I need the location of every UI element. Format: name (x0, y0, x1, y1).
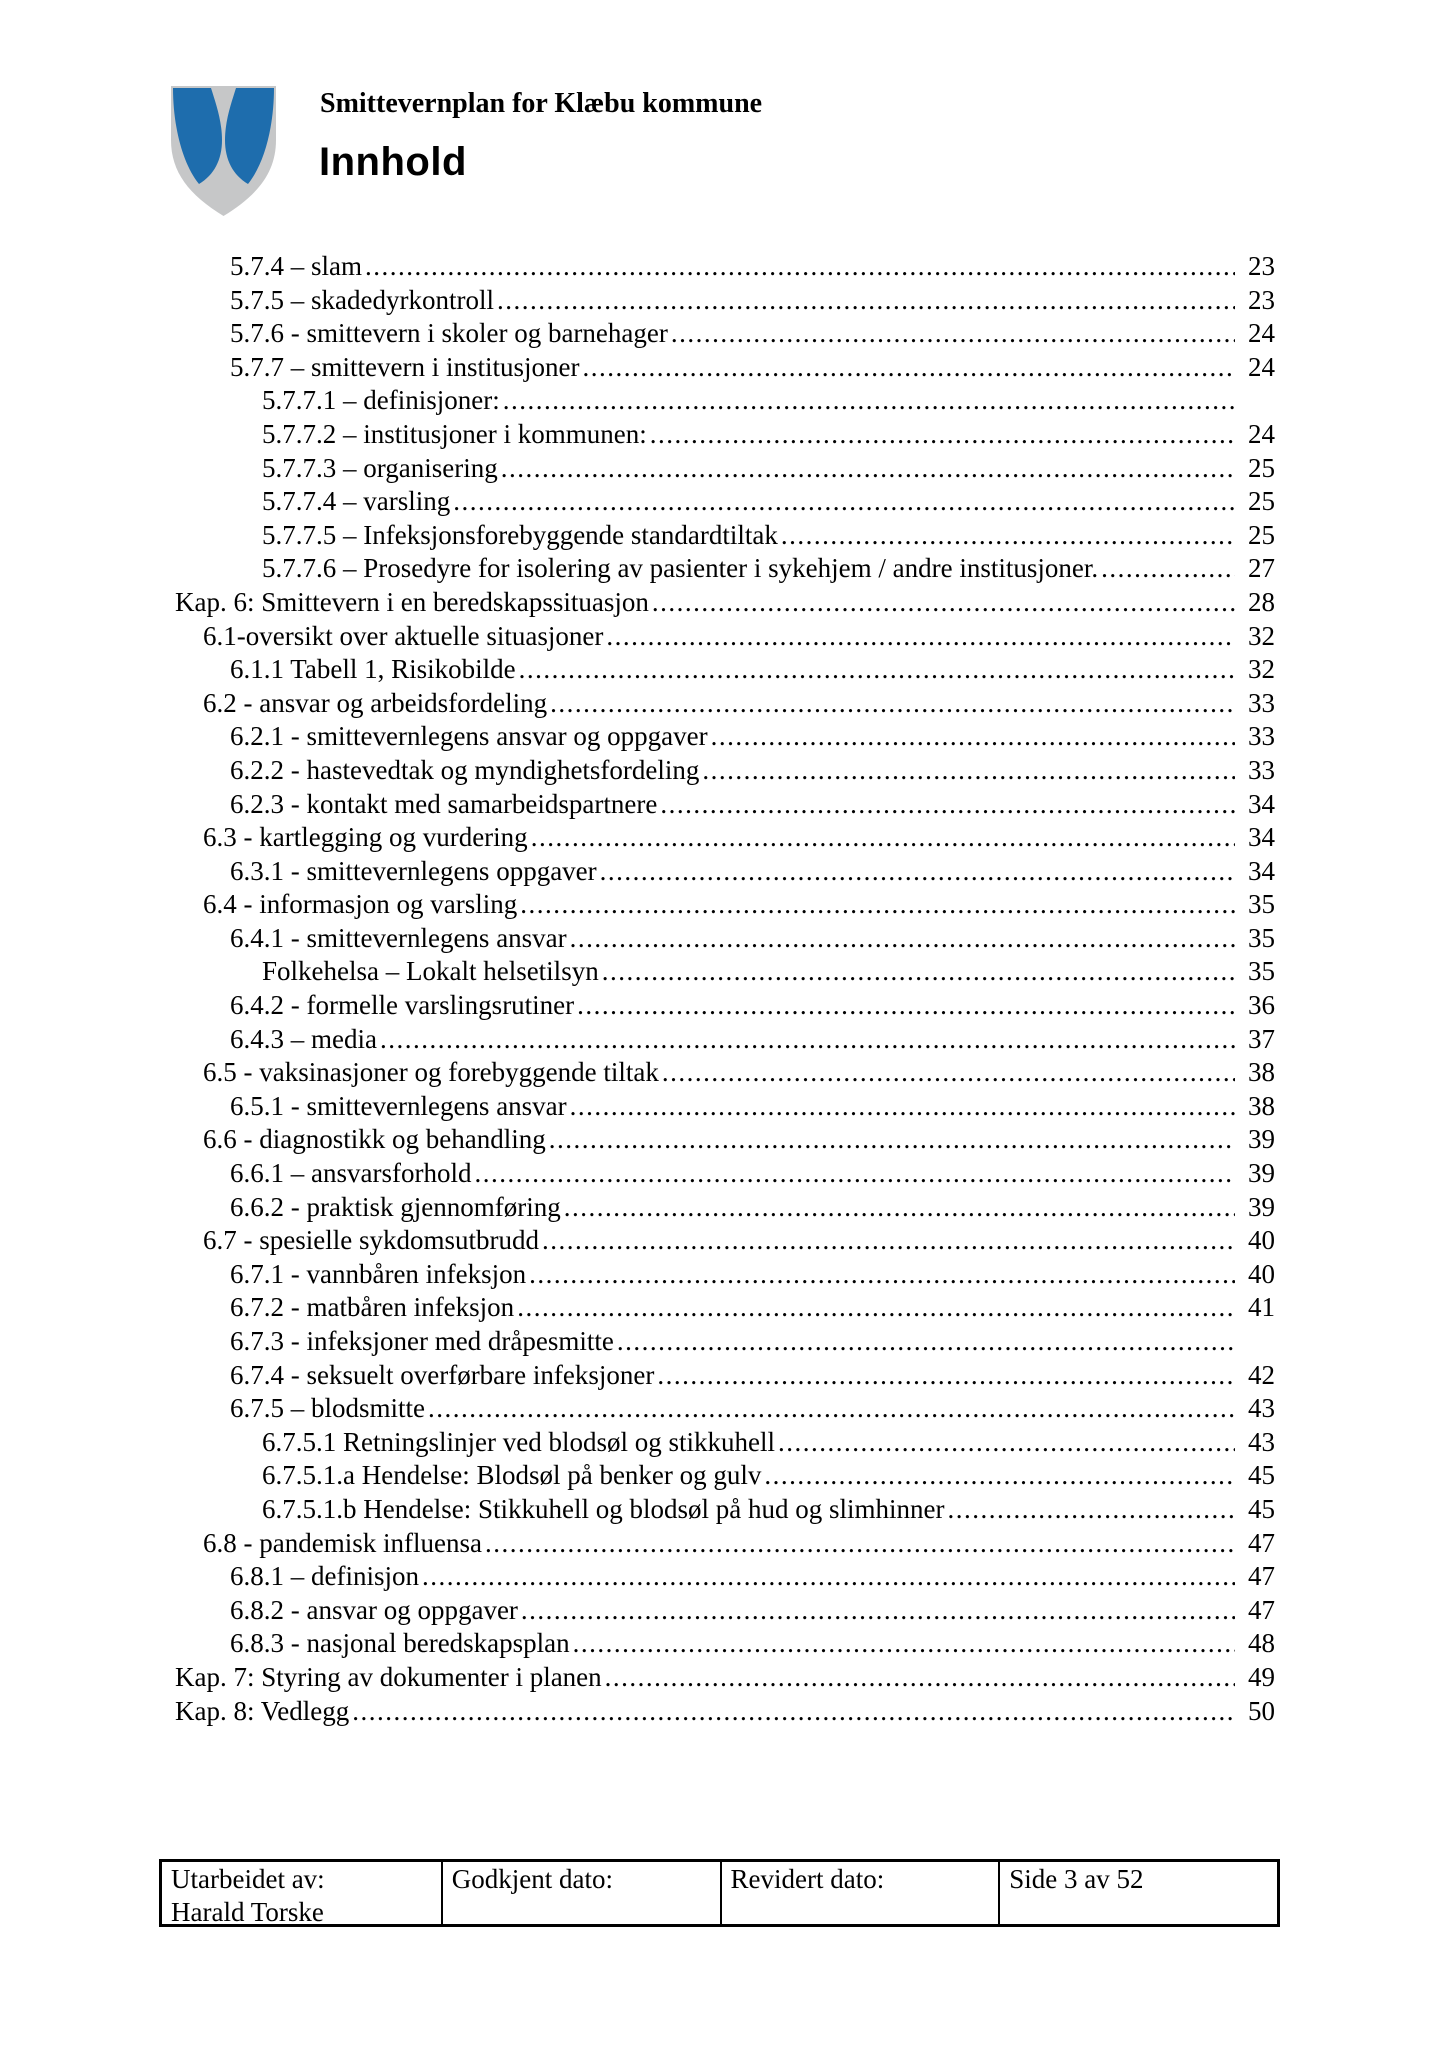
toc-page-number: 34 (1248, 788, 1275, 819)
toc-entry-label: 6.7.3 - infeksjoner med dråpesmitte (230, 1326, 614, 1356)
toc-entry (175, 1291, 1275, 1325)
toc-page-number: 28 (1248, 586, 1275, 617)
toc-entry-label: 6.7.5.1.b Hendelse: Stikkuhell og blodsøl på hud og slimhinner (262, 1493, 945, 1524)
toc-entry (175, 955, 1275, 989)
toc-entry (175, 384, 1275, 418)
toc-page-number: 39 (1248, 1191, 1275, 1222)
toc-entry (175, 1258, 1275, 1292)
toc-entry (175, 821, 1275, 855)
toc-page-number: 24 (1248, 318, 1275, 349)
toc-entry (175, 1560, 1275, 1594)
dot-leader (485, 1527, 1235, 1561)
page-indicator: Side 3 av 52 (1009, 1864, 1144, 1894)
toc-entry (175, 1594, 1275, 1628)
toc-entry (175, 855, 1275, 889)
toc-entry (175, 519, 1275, 553)
toc-page-number: 23 (1248, 251, 1275, 281)
toc-page-number: 48 (1248, 1628, 1275, 1659)
dot-leader (531, 821, 1235, 855)
footer-table (159, 1859, 1280, 1927)
toc-entry (175, 720, 1275, 754)
toc-entry-label: 6.8.1 – definisjon (230, 1561, 419, 1592)
toc-entry (175, 1359, 1275, 1393)
toc-entry-label: Folkehelsa – Lokalt helsetilsyn (262, 956, 599, 987)
dot-leader (521, 1594, 1235, 1628)
toc-entry-label: 6.7.5 – blodsmitte (230, 1393, 425, 1424)
toc-entry-label: 6.2.3 - kontakt med samarbeidspartnere (230, 788, 658, 819)
toc-entry-label: 6.6.1 – ansvarsforhold (230, 1158, 472, 1189)
dot-leader (542, 1224, 1235, 1258)
dot-leader (549, 1123, 1235, 1157)
toc-page-number: 35 (1248, 956, 1275, 987)
toc-entry-label: 5.7.4 – slam (230, 251, 362, 281)
dot-leader (657, 1359, 1235, 1393)
toc-entry (175, 1123, 1275, 1157)
toc-entry (175, 1325, 1275, 1359)
toc-page-number: 34 (1248, 822, 1275, 853)
toc-page-number: 35 (1248, 922, 1275, 953)
dot-leader (573, 1627, 1235, 1661)
dot-leader (582, 351, 1235, 385)
dot-leader (650, 418, 1235, 452)
dot-leader (501, 452, 1235, 486)
revised-date-label: Revidert dato: (730, 1864, 885, 1894)
dot-leader (352, 1695, 1235, 1729)
dot-leader (453, 485, 1235, 519)
toc-entry-label: 6.6 - diagnostikk og behandling (203, 1124, 546, 1155)
toc-page-number: 33 (1248, 687, 1275, 718)
toc-entry (175, 620, 1275, 654)
toc-page-number: 33 (1248, 754, 1275, 785)
prepared-by-value: Harald Torske (171, 1897, 324, 1924)
approved-date-label: Godkjent dato: (451, 1864, 613, 1894)
toc-entry-label: 5.7.7.4 – varsling (262, 486, 451, 517)
toc-entry (175, 418, 1275, 452)
dot-leader (1101, 552, 1235, 586)
toc-entry-label: 6.8.2 - ansvar og oppgaver (230, 1594, 518, 1625)
toc-entry (175, 1023, 1275, 1057)
toc-entry (175, 1224, 1275, 1258)
toc-page-number: 47 (1248, 1594, 1275, 1625)
dot-leader (474, 1157, 1235, 1191)
toc-entry-label: Kap. 7: Styring av dokumenter i planen (175, 1661, 602, 1692)
toc-entry (175, 922, 1275, 956)
toc-entry (175, 1661, 1275, 1695)
toc-page-number: 49 (1248, 1661, 1275, 1692)
toc-page-number: 24 (1248, 418, 1275, 449)
toc-entry (175, 1695, 1275, 1729)
toc-entry (175, 1090, 1275, 1124)
toc-entry (175, 351, 1275, 385)
toc-page-number: 47 (1248, 1561, 1275, 1592)
toc-page-number: 38 (1248, 1057, 1275, 1088)
dot-leader (778, 1426, 1235, 1460)
dot-leader (570, 922, 1235, 956)
toc-entry-label: Kap. 8: Vedlegg (175, 1695, 350, 1726)
toc-entry (175, 317, 1275, 351)
dot-leader (529, 1258, 1235, 1292)
dot-leader (517, 1291, 1235, 1325)
footer-cell-revised-date (720, 1862, 999, 1924)
dot-leader (671, 317, 1235, 351)
toc-entry-label: 6.4.3 – media (230, 1023, 377, 1054)
toc-page-number: 39 (1248, 1124, 1275, 1155)
klaebu-kommune-crest-logo (169, 85, 278, 217)
toc-entry (175, 284, 1275, 318)
toc-entry (175, 586, 1275, 620)
toc-entry-label: 6.2.2 - hastevedtak og myndighetsfordeling (230, 754, 700, 785)
document-title: Smittevernplan for Klæbu kommune (320, 88, 763, 119)
toc-entry-label: 5.7.7.2 – institusjoner i kommunen: (262, 418, 647, 449)
footer-cell-page-indicator (998, 1862, 1277, 1924)
toc-entry-label: 6.5 - vaksinasjoner og forebyggende tiltak (203, 1057, 659, 1088)
toc-page-number: 23 (1248, 284, 1275, 315)
dot-leader (600, 855, 1235, 889)
toc-entry-label: 6.7.5.1.a Hendelse: Blodsøl på benker og gulv (262, 1460, 762, 1491)
toc-entry (175, 788, 1275, 822)
toc-entry-label: 6.1.1 Tabell 1, Risikobilde (230, 654, 516, 685)
dot-leader (503, 384, 1235, 418)
toc-page-number: 33 (1248, 721, 1275, 752)
dot-leader (606, 620, 1235, 654)
toc-entry-label: 6.6.2 - praktisk gjennomføring (230, 1191, 561, 1222)
toc-entry (175, 1627, 1275, 1661)
toc-entry-label: 6.7 - spesielle sykdomsutbrudd (203, 1225, 539, 1256)
toc-entry (175, 1493, 1275, 1527)
toc-entry-label: 6.1-oversikt over aktuelle situasjoner (203, 620, 604, 651)
dot-leader (497, 284, 1235, 318)
footer-cell-prepared-by (162, 1862, 441, 1924)
dot-leader (365, 250, 1235, 284)
dot-leader (662, 1056, 1235, 1090)
dot-leader (764, 1459, 1235, 1493)
toc-entry-label: 5.7.6 - smittevern i skoler og barnehager (230, 318, 668, 349)
toc-entry-label: 5.7.7.1 – definisjoner: (262, 385, 500, 416)
toc-entry-label: 6.8.3 - nasjonal beredskapsplan (230, 1628, 570, 1659)
toc-entry-label: 5.7.7.5 – Infeksjonsforebyggende standardtiltak (262, 519, 778, 550)
toc-entry (175, 250, 1275, 284)
toc-page-number: 36 (1248, 990, 1275, 1021)
toc-entry (175, 754, 1275, 788)
toc-page-number: 41 (1248, 1292, 1275, 1323)
toc-entry (175, 1056, 1275, 1090)
toc-page-number: 43 (1248, 1393, 1275, 1424)
dot-leader (422, 1560, 1235, 1594)
toc-entry-label: 6.5.1 - smittevernlegens ansvar (230, 1090, 567, 1121)
toc-entry (175, 687, 1275, 721)
toc-page-number: 43 (1248, 1426, 1275, 1457)
toc-entry (175, 989, 1275, 1023)
dot-leader (570, 1090, 1235, 1124)
toc-entry (175, 452, 1275, 486)
toc-entry (175, 1392, 1275, 1426)
toc-entry (175, 1527, 1275, 1561)
dot-leader (652, 586, 1235, 620)
dot-leader (702, 754, 1235, 788)
toc-entry-label: 6.2.1 - smittevernlegens ansvar og oppgaver (230, 721, 708, 752)
dot-leader (617, 1325, 1235, 1359)
toc-entry-label: Kap. 6: Smittevern i en beredskapssituasjon (175, 586, 649, 617)
toc-entry-label: 6.2 - ansvar og arbeidsfordeling (203, 687, 548, 718)
toc-entry-label: 6.3 - kartlegging og vurdering (203, 822, 528, 853)
toc-entry-label: 6.3.1 - smittevernlegens oppgaver (230, 855, 597, 886)
toc-entry-label: 6.4 - informasjon og varsling (203, 889, 518, 920)
dot-leader (781, 519, 1235, 553)
toc-entry-label: 6.7.4 - seksuelt overførbare infeksjoner (230, 1359, 655, 1390)
dot-leader (947, 1493, 1235, 1527)
toc-page-number: 42 (1248, 1359, 1275, 1390)
page-heading-innhold: Innhold (319, 140, 467, 184)
toc-page-number: 32 (1248, 654, 1275, 685)
toc-page-number: 40 (1248, 1258, 1275, 1289)
toc-entry (175, 1191, 1275, 1225)
dot-leader (519, 653, 1235, 687)
toc-page-number: 45 (1248, 1460, 1275, 1491)
toc-page-number: 32 (1248, 620, 1275, 651)
toc-page-number: 50 (1248, 1695, 1275, 1726)
toc-entry-label: 6.7.5.1 Retningslinjer ved blodsøl og stikkuhell (262, 1426, 775, 1457)
dot-leader (605, 1661, 1235, 1695)
toc-entry-label: 6.4.1 - smittevernlegens ansvar (230, 922, 567, 953)
dot-leader (602, 955, 1235, 989)
dot-leader (577, 989, 1235, 1023)
toc-page-number: 37 (1248, 1023, 1275, 1054)
toc-page-number: 35 (1248, 889, 1275, 920)
footer-cell-approved-date (441, 1862, 720, 1924)
toc-entry-label: 6.7.1 - vannbåren infeksjon (230, 1258, 527, 1289)
dot-leader (380, 1023, 1235, 1057)
toc-entry-label: 6.8 - pandemisk influensa (203, 1527, 482, 1558)
toc-entry (175, 552, 1275, 586)
toc-entry (175, 1157, 1275, 1191)
dot-leader (428, 1392, 1235, 1426)
dot-leader (564, 1191, 1235, 1225)
toc-entry-label: 6.7.2 - matbåren infeksjon (230, 1292, 515, 1323)
toc-page-number: 40 (1248, 1225, 1275, 1256)
toc-entry (175, 888, 1275, 922)
prepared-by-label: Utarbeidet av: (171, 1864, 325, 1894)
toc-entry-label: 5.7.7.3 – organisering (262, 452, 498, 483)
toc-page-number: 47 (1248, 1527, 1275, 1558)
toc-entry (175, 1459, 1275, 1493)
toc-page-number: 24 (1248, 351, 1275, 382)
table-of-contents (175, 250, 1275, 1728)
toc-page-number: 25 (1248, 519, 1275, 550)
toc-entry-label: 5.7.5 – skadedyrkontroll (230, 284, 494, 315)
dot-leader (520, 888, 1235, 922)
toc-page-number: 38 (1248, 1090, 1275, 1121)
toc-page-number: 39 (1248, 1158, 1275, 1189)
toc-entry-label: 5.7.7 – smittevern i institusjoner (230, 351, 580, 382)
toc-entry (175, 485, 1275, 519)
toc-page-number: 25 (1248, 452, 1275, 483)
toc-entry (175, 653, 1275, 687)
dot-leader (711, 720, 1235, 754)
toc-page-number: 27 (1248, 553, 1275, 584)
dot-leader (660, 788, 1235, 822)
toc-page-number: 25 (1248, 486, 1275, 517)
toc-entry-label: 6.4.2 - formelle varslingsrutiner (230, 990, 575, 1021)
toc-entry (175, 1426, 1275, 1460)
toc-page-number: 34 (1248, 855, 1275, 886)
toc-entry-label: 5.7.7.6 – Prosedyre for isolering av pasienter i sykehjem / andre institusjoner. (262, 553, 1099, 584)
dot-leader (550, 687, 1235, 721)
toc-page-number: 45 (1248, 1493, 1275, 1524)
